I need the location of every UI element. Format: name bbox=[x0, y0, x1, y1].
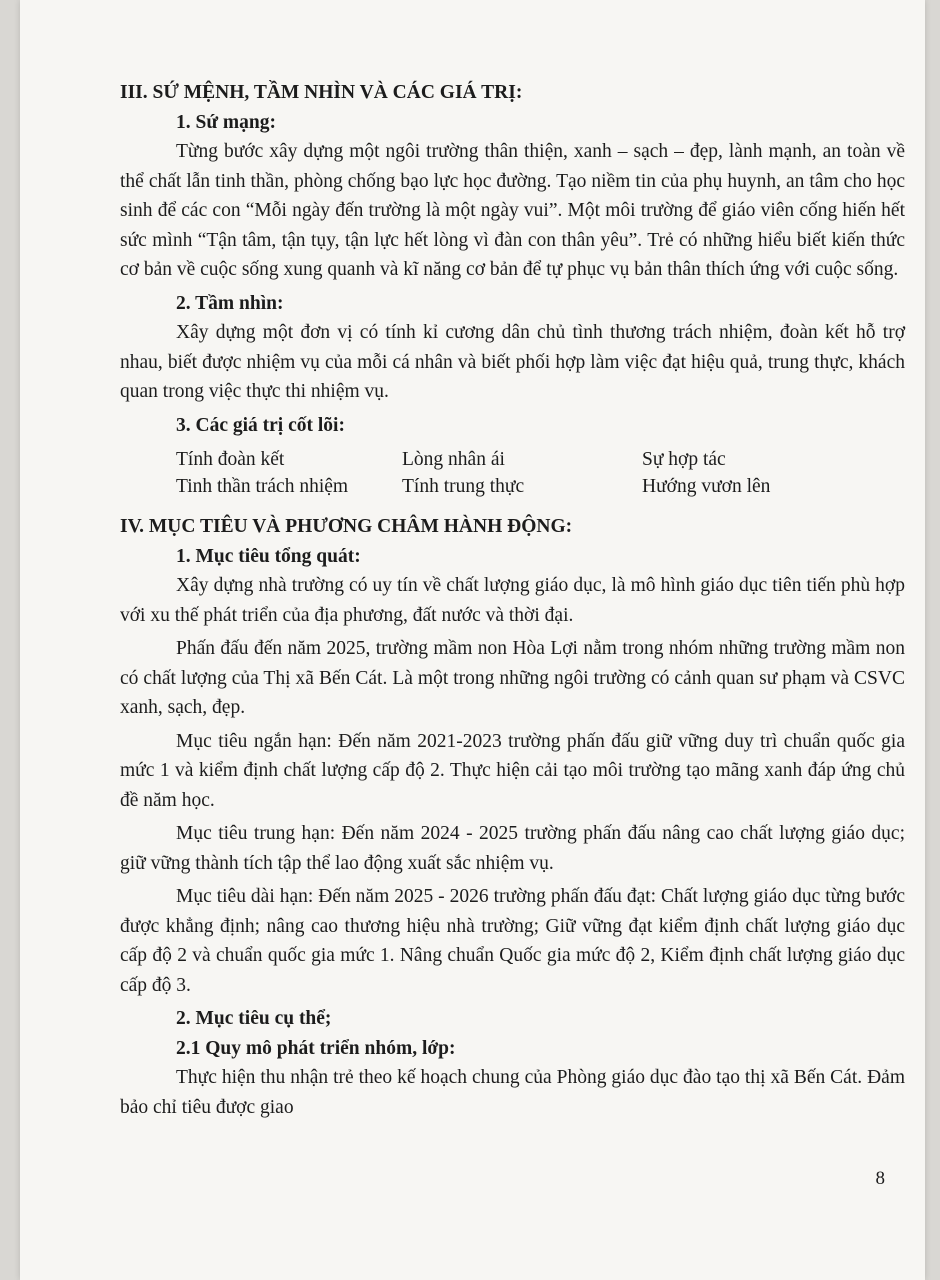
core-values-heading: 3. Các giá trị cốt lõi: bbox=[176, 414, 345, 436]
mission-text: Từng bước xây dựng một ngôi trường thân thiện, xanh – sạch – đẹp, lành mạnh, an toàn về thể chất lẫn tinh thần, phòng chống bạo lực học đường. Tạo niềm tin của phụ huynh, an tâm cho học sinh để các con “Mỗi ngày đến trường là một ngày vui”. Một môi trường để giáo viên cống hiến hết sức mình “Tận tâm, tận tụy, tận lực hết lòng vì đàn con thân yêu”. Trẻ có những hiểu biết kiến thức cơ bản về cuộc sống xung quanh và kĩ năng cơ bản để tự phục vụ bản thân thích ứng với cuộc sống. bbox=[120, 141, 905, 280]
long-term-goal: Mục tiêu dài hạn: Đến năm 2025 - 2026 trường phấn đấu đạt: Chất lượng giáo dục từng bước được khẳng định; nâng cao thương hiệu nhà trường; Giữ vững đạt kiểm định chất lượng giáo dục cấp độ 2 và chuẩn quốc gia mức 1. Nâng chuẩn Quốc gia mức độ 2, Kiểm định chất lượng giáo dục cấp độ 3. bbox=[120, 886, 905, 996]
scale-development-text: Thực hiện thu nhận trẻ theo kế hoạch chung của Phòng giáo dục đào tạo thị xã Bến Cát. Đảm bảo chỉ tiêu được giao bbox=[120, 1067, 905, 1118]
section-4-heading: IV. MỤC TIÊU VÀ PHƯƠNG CHÂM HÀNH ĐỘNG: bbox=[120, 516, 573, 537]
page-number: 8 bbox=[875, 1168, 885, 1189]
document-page bbox=[20, 0, 925, 1280]
core-value-item: Sự hợp tác bbox=[642, 449, 726, 470]
short-term-goal: Mục tiêu ngắn hạn: Đến năm 2021-2023 trường phấn đấu giữ vững duy trì chuẩn quốc gia mức 1 và kiểm định chất lượng cấp độ 2. Thực hiện cải tạo môi trường tạo mãng xanh đáp ứng chủ đề năm học. bbox=[120, 730, 905, 811]
general-goal-paragraph: Xây dựng nhà trường có uy tín về chất lượng giáo dục, là mô hình giáo dục tiên tiến phù hợp với xu thế phát triển của địa phương, đất nước và thời đại. bbox=[120, 575, 905, 626]
vision-text: Xây dựng một đơn vị có tính kỉ cương dân chủ tình thương trách nhiệm, đoàn kết hỗ trợ nhau, biết được nhiệm vụ của mỗi cá nhân và biết phối hợp làm việc đạt hiệu quả, trung thực, khách quan trong việc thực thi nhiệm vụ. bbox=[120, 322, 905, 402]
page-content bbox=[120, 78, 905, 1126]
general-goal-heading: 1. Mục tiêu tổng quát: bbox=[176, 545, 361, 567]
core-value-item: Tính đoàn kết bbox=[176, 449, 285, 470]
core-values-list bbox=[176, 446, 905, 500]
general-goal-paragraph: Phấn đấu đến năm 2025, trường mầm non Hòa Lợi nằm trong nhóm những trường mầm non có chất lượng của Thị xã Bến Cát. Là một trong những ngôi trường có cảnh quan sư phạm và CSVC xanh, sạch, đẹp. bbox=[120, 638, 905, 718]
core-value-item: Hướng vươn lên bbox=[642, 476, 771, 497]
mission-heading: 1. Sứ mạng: bbox=[176, 111, 277, 133]
mid-term-goal: Mục tiêu trung hạn: Đến năm 2024 - 2025 trường phấn đấu nâng cao chất lượng giáo dục; giữ vững thành tích tập thể lao động xuất sắc nhiệm vụ. bbox=[120, 823, 905, 874]
specific-goal-heading: 2. Mục tiêu cụ thể; bbox=[176, 1008, 332, 1029]
core-value-item: Tinh thần trách nhiệm bbox=[176, 476, 349, 497]
vision-heading: 2. Tầm nhìn: bbox=[176, 292, 284, 314]
scale-development-heading: 2.1 Quy mô phát triển nhóm, lớp: bbox=[176, 1037, 456, 1059]
core-value-item: Tính trung thực bbox=[402, 476, 525, 497]
section-3-heading: III. SỨ MỆNH, TẦM NHÌN VÀ CÁC GIÁ TRỊ: bbox=[120, 82, 523, 103]
spacer bbox=[120, 504, 905, 512]
core-value-item: Lòng nhân ái bbox=[402, 449, 505, 470]
